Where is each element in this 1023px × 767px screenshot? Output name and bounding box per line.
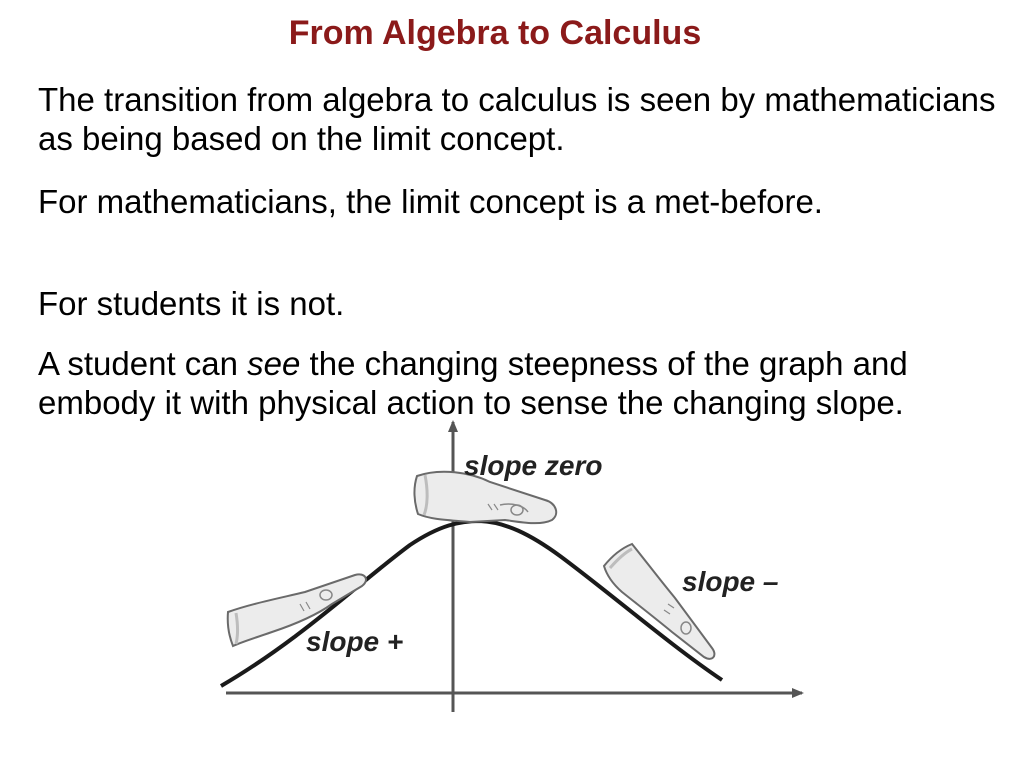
- slide-title: From Algebra to Calculus: [288, 14, 702, 52]
- paragraph-met-before: For mathematicians, the limit concept is a met-before.: [38, 183, 823, 220]
- paragraph-transition: The transition from algebra to calculus is seen by mathematicians as being based on the limit concept.: [38, 81, 996, 157]
- emphasis-see: see: [247, 345, 301, 382]
- paragraph-embodiment-end: the changing steepness of the graph and embody it with physical action to sense the changing slope.: [38, 345, 908, 421]
- paragraph-embodiment-start: A student can: [38, 345, 248, 382]
- paragraph-students: For students it is not.: [38, 285, 345, 322]
- label-slope-negative: slope –: [682, 566, 779, 597]
- label-slope-positive: slope +: [306, 626, 404, 657]
- label-slope-zero: slope zero: [464, 450, 603, 481]
